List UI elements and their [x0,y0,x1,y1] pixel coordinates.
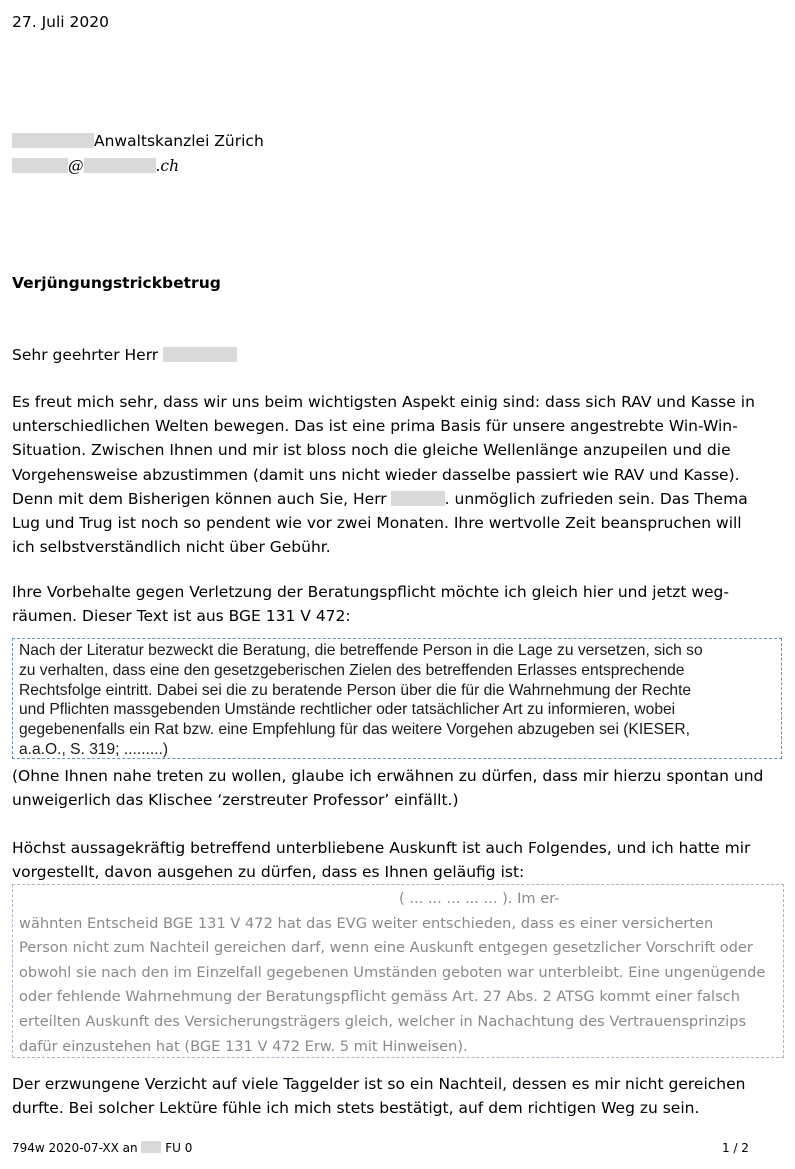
quote-box-bge [12,638,782,759]
text-line: Situation. Zwischen Ihnen und mir ist bloss noch die gleiche Wellenlänge anzupeilen und die [12,441,731,460]
quote-line: ( ... ... ... ... ... ). Im er- [399,890,560,907]
text-line: vorgestellt, davon ausgehen zu dürfen, dass es Ihnen geläufig ist: [12,863,525,882]
text-line: Höchst aussagekräftig betreffend unterbliebene Auskunft ist auch Folgendes, und ich hatte mir [12,839,751,857]
text-line: räumen. Dieser Text ist aus BGE 131 V 472: [12,607,351,626]
text-line: Vorgehensweise abzustimmen (damit uns nicht wieder dasselbe passiert wie RAV und Kasse). [12,465,740,484]
text-line: (Ohne Ihnen nahe treten zu wollen, glaube ich erwähnen zu dürfen, dass mir hierzu spontan und [12,767,764,785]
quote-line: Nach der Literatur bezweckt die Beratung, die betreffende Person in die Lage zu versetzen, sich so [19,642,703,659]
text-line: durfte. Bei solcher Lektüre fühle ich mich stets bestätigt, auf dem richtigen Weg zu sein. [12,1099,700,1118]
quote-line: Rechtsfolge eintritt. Dabei sei die zu beratende Person über die für die Wahrnehmung der Rechte [19,681,692,699]
recipient-firm-line [12,129,264,153]
text-line-with-redaction [12,487,772,511]
paragraph-2 [12,580,772,628]
redaction [141,1141,161,1153]
text-line: Es freut mich sehr, dass wir uns beim wichtigsten Aspekt einig sind: dass sich RAV und Kasse in [12,393,755,411]
text-line: Ihre Vorbehalte gegen Verletzung der Beratungspflicht möchte ich gleich hier und jetzt weg- [12,583,729,601]
quote-box-evg [12,884,784,1058]
redaction [12,133,94,148]
quote-line: wähnten Entscheid BGE 131 V 472 hat das EVG weiter entschieden, dass es einer versicherten [19,914,714,932]
footer-reference-suffix: FU 0 [165,1141,193,1155]
recipient-email-line [12,154,179,178]
redaction [163,347,237,362]
paragraph-1 [12,390,772,559]
email-at: @ [68,157,84,175]
text-fragment: Denn mit dem Bisherigen können auch Sie, Herr [12,489,387,508]
salutation-line [12,343,237,367]
quote-line: a.a.O., S. 319; .........) [19,740,169,758]
email-tld: .ch [155,157,180,175]
redaction [84,158,156,173]
quote-line: gegebenenfalls ein Rat bzw. eine Empfehlung für das weitere Vorgehen abzugeben sei (KIESER, [19,721,690,739]
quote-line: Person nicht zum Nachteil gereichen darf, wenn eine Auskunft entgegen gesetzlicher Vorschrift oder [19,939,753,957]
footer-reference-prefix: 794w 2020-07-XX an [12,1141,138,1155]
quote-line: erteilten Auskunft des Versicherungsträgers gleich, welcher in Nachachtung des Vertrauensprinzips [19,1012,747,1030]
text-fragment: . unmöglich zufrieden sein. Das Thema [444,489,748,508]
redaction [12,158,68,173]
quote-line: zu verhalten, dass eine den gesetzgeberischen Zielen des betreffenden Erlasses entsprechende [19,661,685,679]
text-line: Lug und Trug ist noch so pendent wie vor zwei Monaten. Ihre wertvolle Zeit beanspruchen will [12,514,742,533]
text-line: Der erzwungene Verzicht auf viele Taggelder ist so ein Nachteil, dessen es mir nicht gereichen [12,1075,746,1093]
quote-line: oder fehlende Wahrnehmung der Beratungspflicht gemäss Art. 27 Abs. 2 ATSG kommt einer falsch [19,988,740,1006]
text-line: unweigerlich das Klischee ‘zerstreuter Professor’ einfällt.) [12,791,459,810]
recipient-firm: Anwaltskanzlei Zürich [94,132,264,150]
redaction [391,491,445,506]
text-line: unterschiedlichen Welten bewegen. Das ist eine prima Basis für unsere angestrebte Win-Win- [12,417,738,436]
quote-line: dafür einzustehen hat (BGE 131 V 472 Erw. 5 mit Hinweisen). [19,1037,468,1055]
letter-date: 27. Juli 2020 [12,13,109,31]
footer-reference [12,1141,192,1155]
paragraph-3 [12,764,772,812]
text-line: ich selbstverständlich nicht über Gebühr. [12,538,331,557]
paragraph-5 [12,1072,772,1120]
quote-line: obwohl sie nach den im Einzelfall gegebenen Umständen geboten war unterbleibt. Eine ungenügende [19,963,766,981]
subject-line: Verjüngungstrickbetrug [12,274,221,292]
salutation: Sehr geehrter Herr [12,346,159,364]
paragraph-4 [12,836,772,884]
page-number: 1 / 2 [722,1141,749,1155]
quote-line: und Pflichten massgebenden Umstände rechtlicher oder tatsächlicher Art zu informieren, wobei [19,701,676,719]
